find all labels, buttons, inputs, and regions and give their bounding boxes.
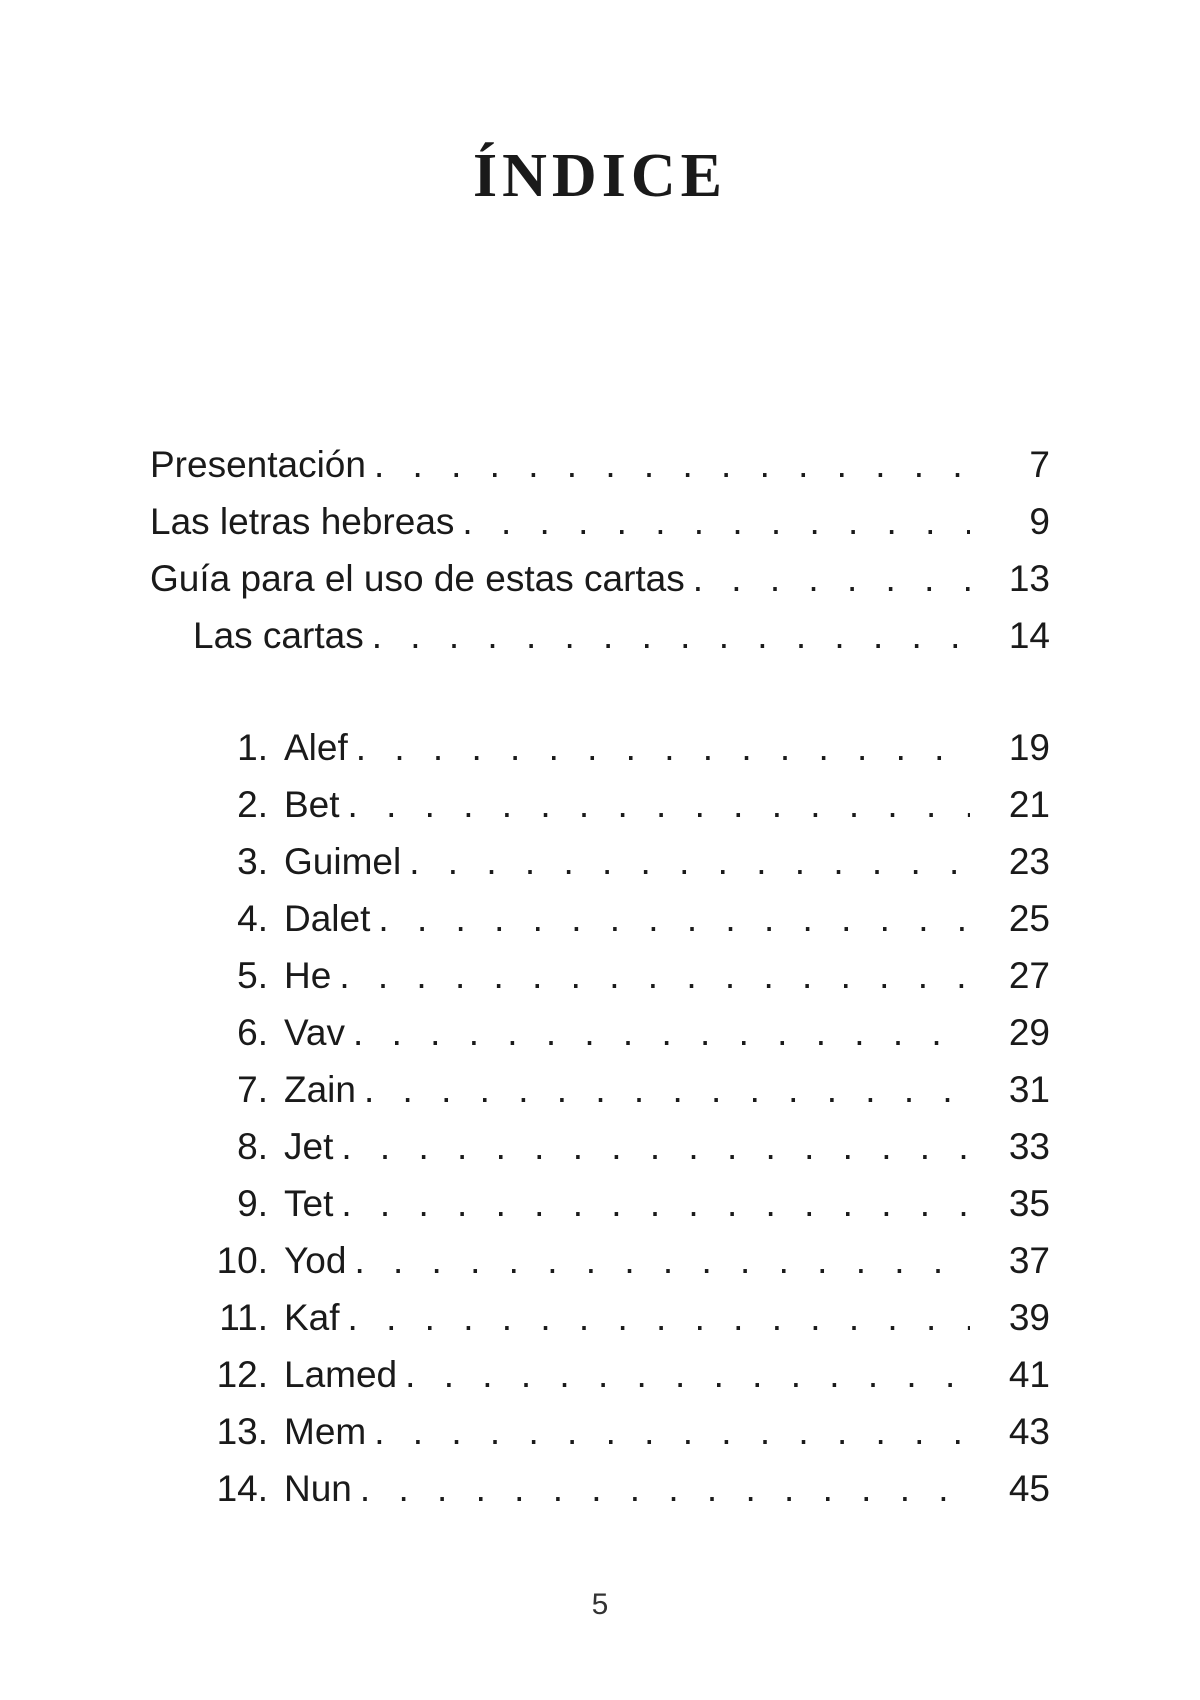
entry-page-number: 33: [1008, 1126, 1050, 1167]
entry-title: Yod: [284, 1240, 347, 1281]
entry-number: 13.: [216, 1411, 268, 1452]
entry-title: Jet: [284, 1126, 334, 1167]
toc-cards-list: [150, 719, 1050, 1517]
entry-number: 12.: [216, 1354, 268, 1395]
entry-title: Las letras hebreas: [150, 501, 455, 542]
dot-leader: [374, 1403, 970, 1460]
entry-page-number: 19: [1008, 727, 1050, 768]
toc-entry-card[interactable]: [150, 1118, 1050, 1175]
entry-page-number: 41: [1008, 1354, 1050, 1395]
entry-number: 8.: [237, 1126, 268, 1167]
toc-entry-card[interactable]: [150, 1175, 1050, 1232]
entry-page-number: 21: [1008, 784, 1050, 825]
dot-leader: [348, 776, 970, 833]
entry-title: He: [284, 955, 332, 996]
entry-title: Guimel: [284, 841, 402, 882]
toc-entry-card[interactable]: [150, 1061, 1050, 1118]
entry-title: Lamed: [284, 1354, 398, 1395]
entry-title: Las cartas: [193, 615, 364, 656]
toc-entry-card[interactable]: [150, 1004, 1050, 1061]
entry-number: 3.: [237, 841, 268, 882]
dot-leader: [341, 1118, 970, 1175]
dot-leader: [378, 890, 970, 947]
entry-page-number: 45: [1008, 1468, 1050, 1509]
dot-leader: [348, 1289, 970, 1346]
entry-title: Vav: [284, 1012, 346, 1053]
toc-entry-card[interactable]: [150, 1289, 1050, 1346]
entry-number: 5.: [237, 955, 268, 996]
entry-page-number: 7: [1029, 444, 1050, 485]
toc-front-matter: [150, 436, 1050, 664]
dot-leader: [353, 1004, 970, 1061]
dot-leader: [462, 493, 970, 550]
dot-leader: [405, 1346, 970, 1403]
toc-entry-card[interactable]: [150, 1346, 1050, 1403]
toc-entry-presentacion[interactable]: [150, 436, 1050, 493]
entry-title: Kaf: [284, 1297, 340, 1338]
toc-entry-card[interactable]: [150, 1232, 1050, 1289]
entry-number: 9.: [237, 1183, 268, 1224]
dot-leader: [339, 947, 970, 1004]
entry-number: 2.: [237, 784, 268, 825]
toc-entry-las-letras-hebreas[interactable]: [150, 493, 1050, 550]
toc-entry-card[interactable]: [150, 947, 1050, 1004]
dot-leader: [693, 550, 970, 607]
toc-entry-card[interactable]: [150, 719, 1050, 776]
dot-leader: [364, 1061, 970, 1118]
entry-title: Alef: [284, 727, 348, 768]
dot-leader: [356, 719, 970, 776]
entry-number: 10.: [216, 1240, 268, 1281]
toc-entry-card[interactable]: [150, 1403, 1050, 1460]
entry-title: Zain: [284, 1069, 356, 1110]
entry-page-number: 9: [1029, 501, 1050, 542]
entry-page-number: 29: [1008, 1012, 1050, 1053]
dot-leader: [372, 607, 970, 664]
entry-title: Guía para el uso de estas cartas: [150, 558, 685, 599]
page-title: ÍNDICE: [473, 142, 727, 210]
entry-number: 4.: [237, 898, 268, 939]
dot-leader: [374, 436, 970, 493]
dot-leader: [341, 1175, 970, 1232]
entry-title: Presentación: [150, 444, 366, 485]
entry-page-number: 43: [1008, 1411, 1050, 1452]
entry-number: 6.: [237, 1012, 268, 1053]
entry-page-number: 23: [1008, 841, 1050, 882]
entry-title: Nun: [284, 1468, 352, 1509]
dot-leader: [409, 833, 970, 890]
toc-entry-card[interactable]: [150, 833, 1050, 890]
entry-page-number: 13: [1008, 558, 1050, 599]
page-number: 5: [591, 1588, 609, 1621]
toc-entry-card[interactable]: [150, 1460, 1050, 1517]
dot-leader: [354, 1232, 970, 1289]
entry-number: 11.: [219, 1297, 268, 1338]
entry-number: 14.: [216, 1468, 268, 1509]
entry-number: 1.: [237, 727, 268, 768]
toc-entry-card[interactable]: [150, 776, 1050, 833]
entry-title: Tet: [284, 1183, 334, 1224]
entry-title: Bet: [284, 784, 340, 825]
entry-page-number: 37: [1008, 1240, 1050, 1281]
entry-page-number: 35: [1008, 1183, 1050, 1224]
dot-leader: [360, 1460, 970, 1517]
toc-entry-las-cartas[interactable]: [150, 607, 1050, 664]
entry-title: Mem: [284, 1411, 367, 1452]
toc-entry-card[interactable]: [150, 890, 1050, 947]
entry-page-number: 39: [1008, 1297, 1050, 1338]
entry-page-number: 14: [1008, 615, 1050, 656]
toc-entry-guia[interactable]: [150, 550, 1050, 607]
entry-number: 7.: [237, 1069, 268, 1110]
entry-title: Dalet: [284, 898, 371, 939]
entry-page-number: 31: [1008, 1069, 1050, 1110]
entry-page-number: 25: [1008, 898, 1050, 939]
entry-page-number: 27: [1008, 955, 1050, 996]
